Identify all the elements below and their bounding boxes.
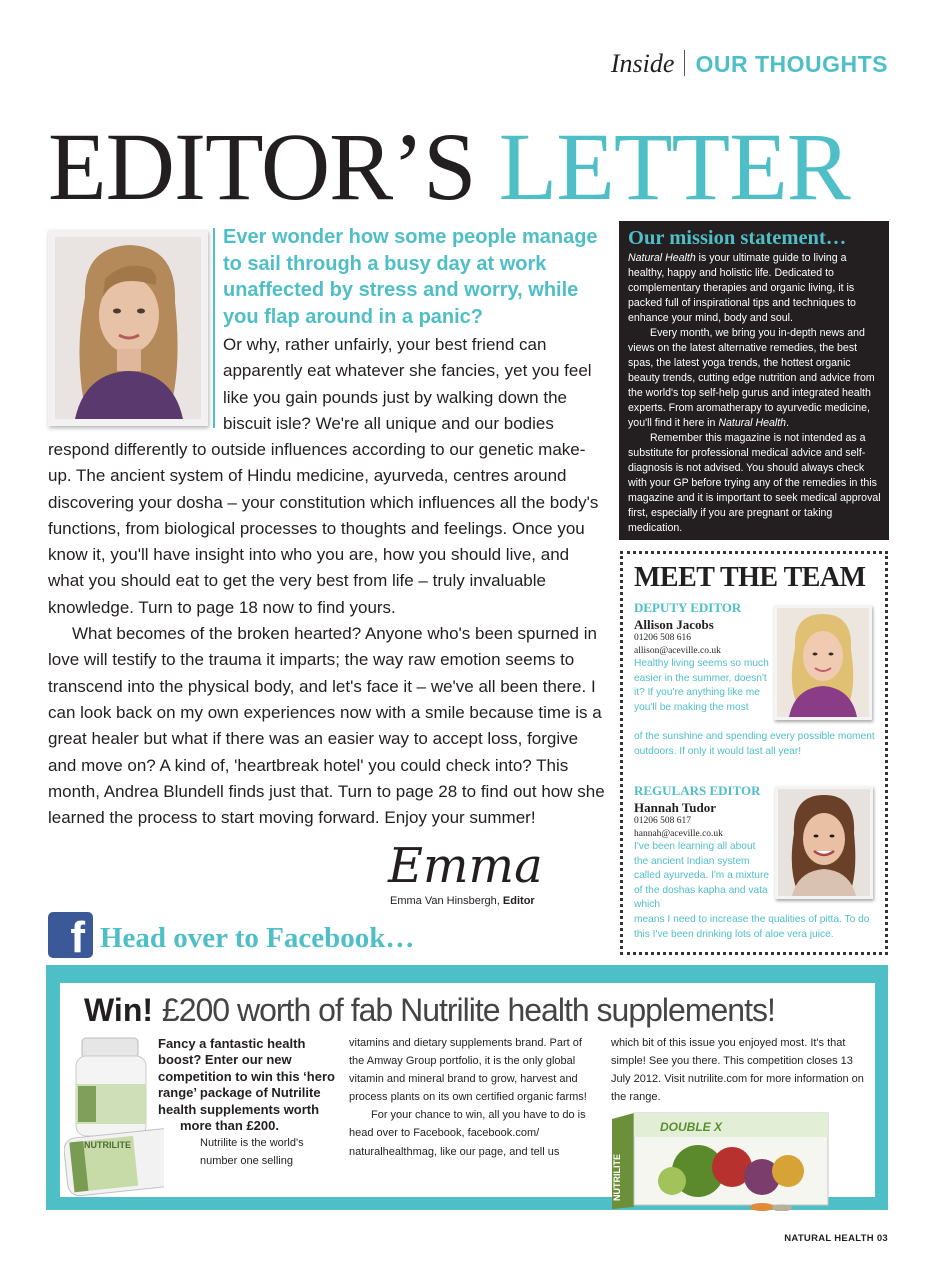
facebook-icon-letter: f [70, 913, 85, 962]
competition-prize: £200 worth of fab Nutrilite health supplements! [161, 992, 775, 1028]
member-role: REGULARS EDITOR [634, 783, 761, 798]
allison-photo [774, 605, 872, 720]
team-heading: MEET THE TEAM [634, 562, 866, 593]
member-email[interactable]: allison@aceville.co.uk [634, 646, 721, 656]
mission-para-2-end: . [786, 417, 790, 429]
hannah-photo [775, 786, 873, 899]
intro-rule [213, 228, 215, 428]
editor-signature: Emma [388, 838, 543, 894]
competition-col2-para-2: For your chance to win, all you have to do is head over to Facebook, facebook.com/ naturalhealthmag, like our page, and tell us [349, 1109, 586, 1158]
title-part-1: EDITOR’S [48, 113, 476, 220]
doublex-box-image [612, 1111, 832, 1211]
page-folio: NATURAL HEALTH 03 [784, 1233, 888, 1244]
mission-brand-2: Natural Health [718, 417, 787, 429]
member-phone: 01206 508 616 [634, 633, 691, 643]
win-word: Win! [84, 992, 154, 1028]
nutrilite-bottles-image [64, 1036, 164, 1201]
member-quote-cont: means I need to increase the qualities of pitta. To do this I've been drinking lots of aloe vera juice. [634, 914, 870, 940]
meet-the-team-box [620, 551, 888, 955]
mission-para-2 [628, 326, 881, 431]
box-side-label: NUTRILITE [612, 1154, 622, 1201]
competition-lead [158, 1036, 338, 1134]
editor-name: Emma Van Hinsbergh, [390, 895, 500, 907]
competition-lead-text: Fancy a fantastic health boost? Enter our new competition to win this ‘hero range’ package of Nutrilite health supplements worth [158, 1036, 335, 1117]
kicker-section: OUR THOUGHTS [695, 51, 888, 77]
member-name: Allison Jacobs [634, 617, 714, 632]
mission-statement-box [619, 221, 889, 540]
bottle-brand-label: NUTRILITE [84, 1140, 131, 1150]
competition-column-3: which bit of this issue you enjoyed most. It's that simple! See you there. This competition closes 13 July 2012. Visit nutrilite.com for more information on the range. [611, 1037, 864, 1104]
member-quote-cont: of the sunshine and spending every possible moment outdoors. If only it would last all year! [634, 731, 875, 757]
competition-col2-para-1: vitamins and dietary supplements brand. Part of the Amway Group portfolio, it is the only global vitamin and mineral brand to grow, harvest and process plants on its own certified organic farms! [349, 1037, 587, 1104]
section-kicker [611, 48, 888, 79]
member-quote: I've been learning all about the ancient Indian system called ayurveda. I'm a mixture of the doshas kapha and vata which [634, 841, 770, 910]
facebook-icon[interactable] [48, 912, 93, 962]
member-email[interactable]: hannah@aceville.co.uk [634, 829, 723, 839]
kicker-inside: Inside [610, 49, 675, 78]
member-phone: 01206 508 617 [634, 816, 691, 826]
kicker-divider [684, 50, 685, 76]
member-name: Hannah Tudor [634, 800, 717, 815]
box-brand-label: DOUBLE X [660, 1120, 723, 1134]
body-lead-text: Or why, rather unfairly, your best friend can apparently eat whatever she fancies, yet you feel like you gain pounds just by walking down the biscuit isle? We're all unique and our bodies [223, 335, 592, 433]
competition-column-2 [349, 1034, 599, 1161]
editor-role: Editor [502, 895, 535, 907]
mission-para-1-text: is your ultimate guide to living a healthy, happy and holistic life. Dedicated to complementary therapies and organic living, it is packed full of inspirational tips and techniques to enhance your mind, body and soul. [628, 252, 856, 324]
mission-para-3 [628, 431, 881, 536]
body-para-1: respond differently to outside influences according to our genetic make-up. The ancient system of Hindu medicine, ayurveda, centres around discovering your dosha – your constitution which influences all the body's functions, from biological processes to thoughts and feelings. Once you know it, you'll have insight into who you are, how you should live, and what you should eat to get the very best from life – truly invaluable knowledge. Turn to page 18 now to find yours. [48, 440, 599, 617]
body-para-2: What becomes of the broken hearted? Anyone who's been spurned in love will testify to the trauma it imparts; the way raw emotion seems to transcend into the physical body, and let's face it – we've all been there. I can look back on my own experiences now with a smile because time is a great healer but what if there was an easier way to accept loss, forgive and move on? A kind of, 'heartbreak hotel' you could check into? This month, Andrea Blundell finds just that. Turn to page 28 to find out how she learned the process to start moving forward. Enjoy your summer! [48, 624, 605, 828]
competition-headline [84, 992, 775, 1029]
competition-lead-small: Nutrilite is the world's number one selling [200, 1137, 304, 1167]
title-part-2: LETTER [498, 113, 850, 220]
mission-para-3-text: Remember this magazine is not intended as a substitute for professional medical advice and self-diagnosis is not advised. You should always check with your GP before trying any of the remedies in this magazine and it is important to seek medical approval first, especially if you are pregnant or taking medication. [628, 432, 881, 534]
editor-photo [48, 230, 208, 426]
body-text [48, 437, 606, 831]
mission-heading: Our mission statement… [628, 227, 847, 249]
mission-para-1 [628, 251, 881, 326]
member-role: DEPUTY EDITOR [634, 600, 742, 615]
mission-para-2-text: Every month, we bring you in-depth news and views on the latest alternative remedies, the best spas, the latest yoga trends, the hottest organic beauty trends, cutting edge nutrition and advice from the world's top self-help gurus and integrated health experts. From aromatherapy to ayurvedic medicine, you'll find it here in [628, 327, 875, 429]
signature-caption [390, 895, 535, 907]
mission-brand-1: Natural Health [628, 252, 696, 264]
intro-standfirst: Ever wonder how some people manage to sail through a busy day at work unaffected by stress and worry, while you flap around in a panic? [223, 226, 598, 328]
competition-lead-end: more than £200. [180, 1118, 279, 1134]
facebook-link[interactable]: Head over to Facebook… [100, 922, 415, 954]
member-quote: Healthy living seems so much easier in the summer, doesn't it? If you're anything like me you'll be making the most [634, 658, 769, 713]
page-title [48, 112, 850, 222]
